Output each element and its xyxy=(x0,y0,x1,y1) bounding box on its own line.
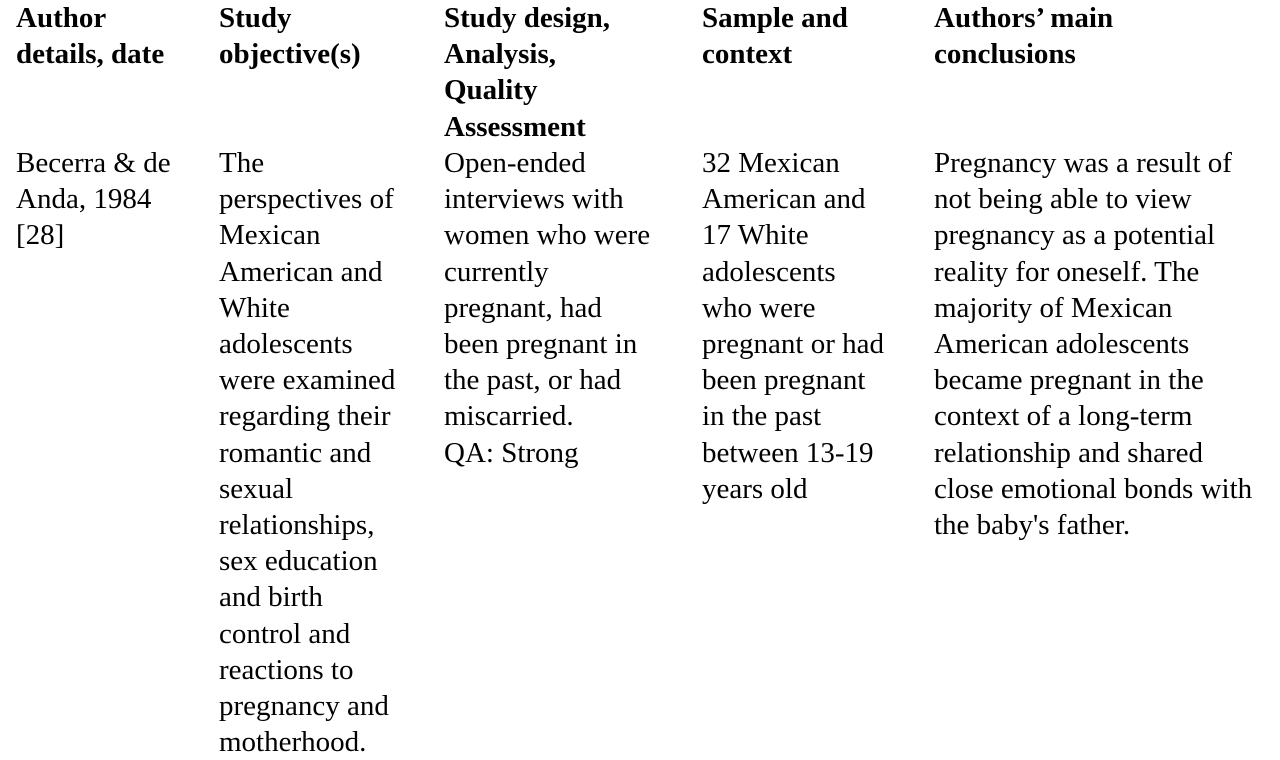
cell-text: years old xyxy=(702,472,808,505)
column-main-conclusions xyxy=(934,0,1280,543)
cell-text: Pregnancy was a result of xyxy=(934,147,1232,179)
cell-text: the past, or had xyxy=(444,364,622,397)
cell-text: 17 White xyxy=(702,219,809,252)
cell-author-date xyxy=(16,145,206,254)
header-sample-context xyxy=(702,0,922,145)
header-text: conclusions xyxy=(934,38,1076,71)
cell-text: White xyxy=(219,291,290,324)
cell-text: reality for oneself. The xyxy=(934,255,1200,288)
header-text: objective(s) xyxy=(219,38,361,71)
cell-text: miscarried. xyxy=(444,400,574,433)
header-text: Sample and xyxy=(702,2,848,34)
cell-text: relationships, xyxy=(219,509,375,542)
cell-text: majority of Mexican xyxy=(934,291,1173,324)
header-text: Analysis, xyxy=(444,38,557,71)
header-study-design xyxy=(444,0,694,145)
cell-text: been pregnant in xyxy=(444,328,638,361)
column-sample-context xyxy=(702,0,922,507)
cell-text: 32 Mexican xyxy=(702,147,840,179)
cell-text: context of a long-term xyxy=(934,400,1193,433)
cell-text: The xyxy=(219,147,265,179)
cell-text: pregnant or had xyxy=(702,328,884,361)
column-study-design xyxy=(444,0,694,471)
cell-text: relationship and shared xyxy=(934,436,1203,469)
header-text: context xyxy=(702,38,793,71)
cell-text: and birth xyxy=(219,581,323,614)
cell-text: perspectives of xyxy=(219,183,394,216)
cell-text: American and xyxy=(219,255,383,288)
cell-text: not being able to view xyxy=(934,183,1192,216)
header-study-objectives xyxy=(219,0,431,145)
cell-text: the baby's father. xyxy=(934,509,1131,542)
header-text: Author xyxy=(16,2,107,34)
header-main-conclusions xyxy=(934,0,1280,145)
cell-text: women who were xyxy=(444,219,651,252)
cell-text: been pregnant xyxy=(702,364,866,397)
cell-text: Anda, 1984 xyxy=(16,183,152,216)
cell-text: in the past xyxy=(702,400,822,433)
cell-text: [28] xyxy=(16,219,65,252)
cell-text: reactions to xyxy=(219,653,354,686)
column-author-details xyxy=(16,0,206,254)
cell-design-analysis-quality xyxy=(444,145,694,471)
cell-text: romantic and xyxy=(219,436,372,469)
cell-sample-context xyxy=(702,145,922,507)
header-text: Authors’ main xyxy=(934,2,1114,34)
cell-objectives xyxy=(219,145,431,760)
header-text: Study design, xyxy=(444,2,611,34)
cell-text: regarding their xyxy=(219,400,391,433)
cell-text: pregnancy as a potential xyxy=(934,219,1216,252)
cell-text: adolescents xyxy=(702,255,836,288)
cell-text: close emotional bonds with xyxy=(934,472,1253,505)
cell-text: motherhood. xyxy=(219,726,367,759)
cell-text: interviews with xyxy=(444,183,624,216)
header-text: Quality xyxy=(444,74,538,107)
cell-text: control and xyxy=(219,617,351,650)
cell-text: sex education xyxy=(219,545,378,578)
header-author-details xyxy=(16,0,206,145)
header-text: Assessment xyxy=(444,110,586,143)
cell-text: sexual xyxy=(219,472,294,505)
column-study-objectives xyxy=(219,0,431,760)
cell-text: Becerra & de xyxy=(16,147,171,179)
cell-text: Mexican xyxy=(219,219,321,252)
cell-text: currently xyxy=(444,255,549,288)
cell-text: between 13-19 xyxy=(702,436,874,469)
cell-text: American and xyxy=(702,183,866,216)
cell-text: Open-ended xyxy=(444,147,586,179)
cell-text: who were xyxy=(702,291,816,324)
cell-text: were examined xyxy=(219,364,396,397)
header-text: Study xyxy=(219,2,292,34)
cell-text: adolescents xyxy=(219,328,353,361)
cell-text: QA: Strong xyxy=(444,436,579,469)
cell-text: became pregnant in the xyxy=(934,364,1204,397)
cell-conclusions xyxy=(934,145,1280,543)
header-text: details, date xyxy=(16,38,165,71)
cell-text: pregnancy and xyxy=(219,690,389,723)
cell-text: American adolescents xyxy=(934,328,1190,361)
cell-text: pregnant, had xyxy=(444,291,602,324)
